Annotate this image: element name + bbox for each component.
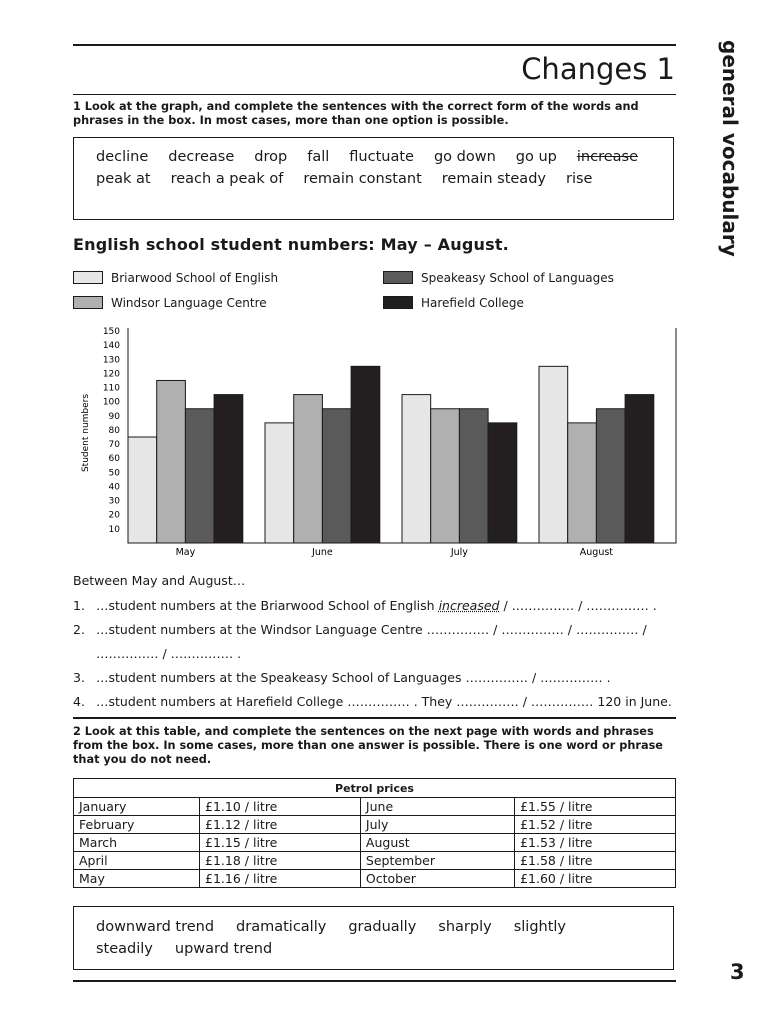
petrol-prices-table — [73, 778, 676, 888]
word-option: sharply — [438, 919, 492, 935]
x-tick-label: May — [175, 547, 196, 558]
y-tick-label: 40 — [108, 482, 120, 493]
answer-blanks: / …………… / …………… . — [499, 598, 657, 613]
table-row — [74, 852, 676, 870]
question-text: …student numbers at the Speakeasy School of Languages …………… / …………… . — [96, 670, 611, 685]
exercise2-word-box — [73, 906, 674, 970]
legend-swatch-briarwood — [73, 271, 103, 284]
word-option: remain steady — [441, 171, 546, 187]
price-cell: £1.16 / litre — [200, 870, 361, 888]
bar-august-briarwood — [539, 366, 568, 543]
table-row — [74, 870, 676, 888]
word-option: fluctuate — [349, 149, 414, 165]
word-option: go up — [515, 149, 557, 165]
side-section-label: general vocabulary — [718, 40, 742, 257]
price-cell: £1.55 / litre — [515, 798, 676, 816]
questions-lead: Between May and August… — [73, 573, 246, 588]
word-option: increase — [576, 149, 638, 165]
question-4 — [73, 694, 672, 709]
bar-may-windsor — [157, 380, 186, 543]
exercise1-word-box — [73, 137, 674, 220]
question-3 — [73, 670, 611, 685]
page-title: Changes 1 — [521, 52, 675, 86]
question-2 — [73, 622, 647, 637]
price-cell: £1.12 / litre — [200, 816, 361, 834]
table-row — [74, 798, 676, 816]
y-tick-label: 130 — [102, 355, 120, 366]
top-rule — [73, 44, 676, 46]
word-option: slightly — [513, 919, 567, 935]
bar-may-speakeasy — [185, 409, 214, 543]
price-cell: £1.10 / litre — [200, 798, 361, 816]
question-number: 2. — [73, 622, 85, 637]
exercise2-rule — [73, 717, 676, 719]
price-cell: £1.60 / litre — [515, 870, 676, 888]
y-tick-label: 90 — [108, 411, 120, 422]
bar-june-briarwood — [265, 423, 294, 543]
question-text: …student numbers at the Briarwood School of English — [96, 598, 439, 613]
word-option: upward trend — [174, 941, 273, 957]
legend-label-harefield: Harefield College — [421, 296, 524, 310]
price-cell: £1.15 / litre — [200, 834, 361, 852]
y-tick-label: 10 — [108, 524, 120, 535]
y-tick-label: 110 — [102, 383, 120, 394]
legend-swatch-speakeasy — [383, 271, 413, 284]
bar-august-speakeasy — [596, 409, 625, 543]
y-tick-label: 80 — [108, 425, 120, 436]
y-tick-label: 20 — [108, 510, 120, 521]
word-option: remain constant — [303, 171, 422, 187]
page-number: 3 — [730, 960, 745, 984]
question-number: 1. — [73, 598, 85, 613]
word-option: rise — [565, 171, 593, 187]
question-number: 3. — [73, 670, 85, 685]
month-cell: August — [360, 834, 514, 852]
question-text: …………… / …………… . — [96, 646, 242, 661]
word-option: steadily — [96, 941, 153, 957]
legend-swatch-harefield — [383, 296, 413, 309]
bar-chart — [70, 318, 680, 563]
word-option: go down — [433, 149, 496, 165]
month-cell: October — [360, 870, 514, 888]
exercise2-instructions: 2 Look at this table, and complete the sentences on the next page with words and phrases from the box. In some cases, more than one answer is possible. There is one word or phrase that you do not need. — [73, 725, 663, 766]
word-option: dramatically — [236, 919, 327, 935]
exercise1-instructions: 1 Look at the graph, and complete the sentences with the correct form of the words and phrases in the box. In most cases, more than one option is possible. — [73, 100, 639, 127]
word-option: reach a peak of — [170, 171, 284, 187]
price-cell: £1.53 / litre — [515, 834, 676, 852]
bar-july-windsor — [431, 409, 460, 543]
question-number: 4. — [73, 694, 85, 709]
bar-may-briarwood — [128, 437, 157, 543]
month-cell: March — [74, 834, 200, 852]
word-option: fall — [307, 149, 330, 165]
bar-june-windsor — [294, 395, 323, 543]
bar-july-speakeasy — [459, 409, 488, 543]
bar-august-harefield — [625, 395, 654, 543]
month-cell: January — [74, 798, 200, 816]
question-text: …student numbers at Harefield College …………… . They …………… / …………… 120 in June. — [96, 694, 672, 709]
chart-title: English school student numbers: May – August. — [73, 235, 509, 254]
price-cell: £1.52 / litre — [515, 816, 676, 834]
table-row — [74, 816, 676, 834]
question-text: …student numbers at the Windsor Language Centre …………… / …………… / …………… / — [96, 622, 647, 637]
legend-swatch-windsor — [73, 296, 103, 309]
y-tick-label: 140 — [102, 341, 120, 352]
example-answer: increased — [438, 598, 500, 613]
y-tick-label: 120 — [102, 369, 120, 380]
month-cell: July — [360, 816, 514, 834]
y-tick-label: 50 — [108, 468, 120, 479]
y-tick-label: 100 — [102, 397, 120, 408]
bar-july-briarwood — [402, 395, 431, 543]
word-option: gradually — [348, 919, 417, 935]
legend-label-windsor: Windsor Language Centre — [111, 296, 267, 310]
bar-july-harefield — [488, 423, 517, 543]
word-option: downward trend — [96, 919, 215, 935]
bar-august-windsor — [568, 423, 597, 543]
x-tick-label: July — [450, 547, 468, 558]
legend-label-briarwood: Briarwood School of English — [111, 271, 279, 285]
y-tick-label: 60 — [108, 454, 120, 465]
title-rule — [73, 94, 676, 95]
month-cell: September — [360, 852, 514, 870]
y-tick-label: 70 — [108, 440, 120, 451]
price-cell: £1.18 / litre — [200, 852, 361, 870]
month-cell: February — [74, 816, 200, 834]
table-row — [74, 834, 676, 852]
word-option: decline — [96, 149, 149, 165]
x-tick-label: August — [579, 547, 614, 558]
y-axis-label: Student numbers — [81, 393, 91, 473]
y-tick-label: 150 — [102, 327, 120, 337]
x-tick-label: June — [312, 547, 333, 558]
month-cell: April — [74, 852, 200, 870]
bar-june-speakeasy — [322, 409, 351, 543]
legend-label-speakeasy: Speakeasy School of Languages — [421, 271, 614, 285]
word-option: peak at — [96, 171, 151, 187]
table-title: Petrol prices — [74, 779, 676, 798]
bottom-rule — [73, 980, 676, 982]
y-tick-label: 30 — [108, 496, 120, 507]
question-2-continued — [96, 646, 241, 661]
month-cell: May — [74, 870, 200, 888]
word-option: drop — [254, 149, 288, 165]
price-cell: £1.58 / litre — [515, 852, 676, 870]
bar-june-harefield — [351, 366, 380, 543]
word-option: decrease — [168, 149, 235, 165]
question-1 — [73, 598, 657, 613]
bar-may-harefield — [214, 395, 243, 543]
month-cell: June — [360, 798, 514, 816]
